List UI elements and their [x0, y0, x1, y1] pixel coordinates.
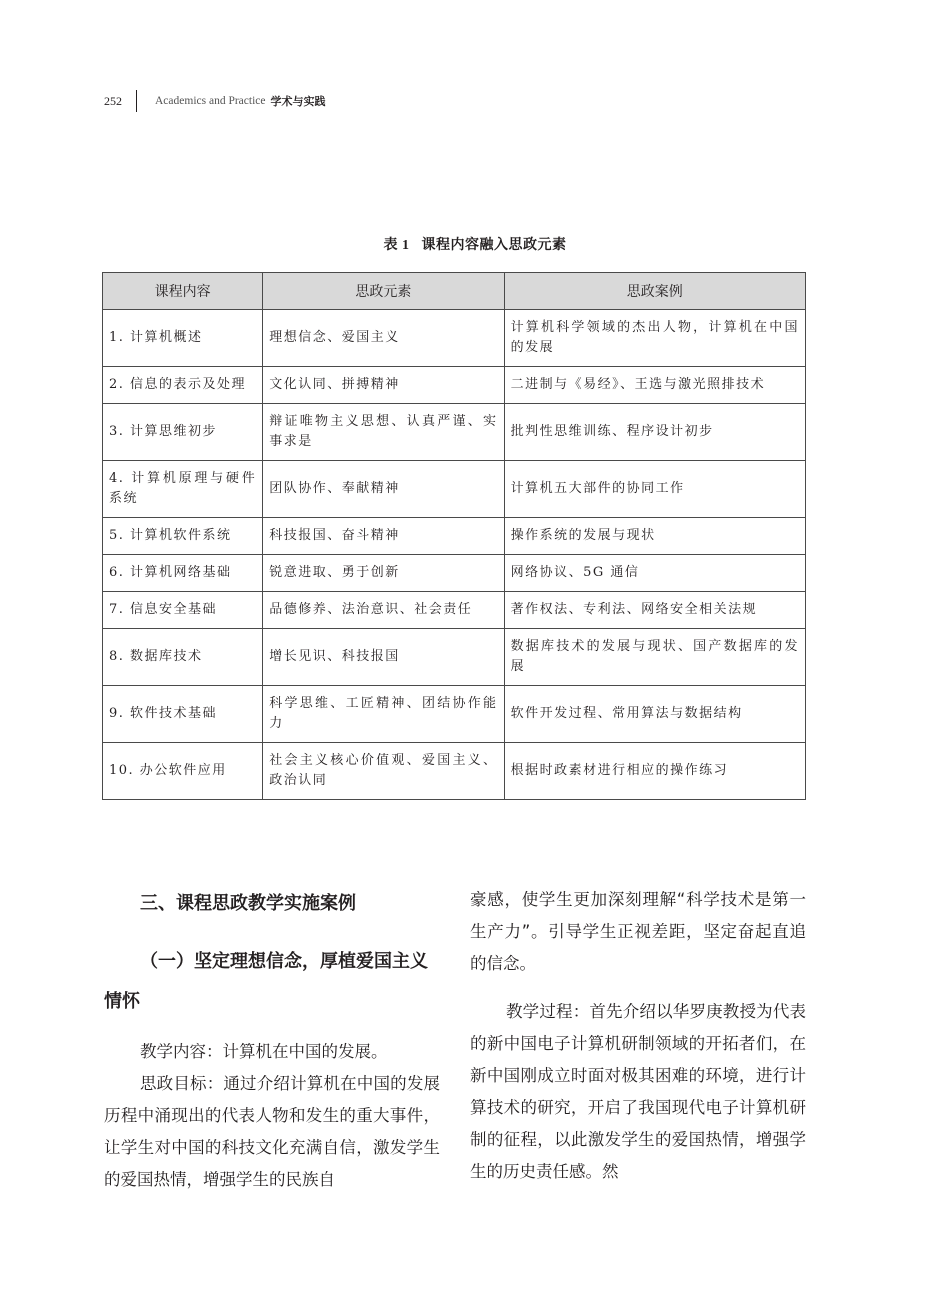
table-cell: 操作系统的发展与现状	[504, 518, 805, 555]
table-header-row	[103, 273, 806, 310]
table-caption	[0, 234, 950, 254]
table-cell: 5. 计算机软件系统	[103, 518, 263, 555]
table-cell: 社会主义核心价值观、爱国主义、政治认同	[263, 743, 504, 800]
header-divider	[136, 90, 137, 112]
table-caption-number: 表 1	[383, 238, 410, 253]
table-cell: 批判性思维训练、程序设计初步	[504, 404, 805, 461]
journal-name-en: Academics and Practice	[155, 95, 266, 107]
table-cell: 著作权法、专利法、网络安全相关法规	[504, 592, 805, 629]
table-cell: 3. 计算思维初步	[103, 404, 263, 461]
table-cell: 科学思维、工匠精神、团结协作能力	[263, 686, 504, 743]
table-caption-text: 课程内容融入思政元素	[421, 237, 567, 253]
table-cell: 网络协议、5G 通信	[504, 555, 805, 592]
left-column	[104, 880, 440, 1196]
table-cell: 软件开发过程、常用算法与数据结构	[504, 686, 805, 743]
table-cell: 文化认同、拼搏精神	[263, 367, 504, 404]
running-header	[104, 88, 325, 114]
continued-paragraph: 豪感，使学生更加深刻理解“科学技术是第一生产力”。引导学生正视差距，坚定奋起直追的信念。	[470, 890, 806, 973]
table-cell: 7. 信息安全基础	[103, 592, 263, 629]
table-cell: 计算机五大部件的协同工作	[504, 461, 805, 518]
table-cell: 数据库技术的发展与现状、国产数据库的发展	[504, 629, 805, 686]
table-row	[103, 592, 806, 629]
right-column	[470, 880, 806, 1188]
teaching-process-paragraph: 教学过程：首先介绍以华罗庚教授为代表的新中国电子计算机研制领域的开拓者们，在新中国刚成立时面对极其困难的环境，进行计算技术的研究，开启了我国现代电子计算机研制的征程，以此激发学生的爱国热情，增强学生的历史责任感。然	[470, 1002, 806, 1181]
table-cell: 理想信念、爱国主义	[263, 310, 504, 367]
page-number: 252	[104, 93, 122, 108]
table-row	[103, 461, 806, 518]
table-cell: 2. 信息的表示及处理	[103, 367, 263, 404]
journal-name-zh: 学术与实践	[270, 95, 326, 108]
table-cell: 计算机科学领域的杰出人物，计算机在中国的发展	[504, 310, 805, 367]
subsection-heading: （一）坚定理想信念，厚植爱国主义情怀	[104, 951, 428, 1012]
table-cell: 10. 办公软件应用	[103, 743, 263, 800]
table-row	[103, 404, 806, 461]
table-cell: 增长见识、科技报国	[263, 629, 504, 686]
table-row	[103, 518, 806, 555]
table-row	[103, 367, 806, 404]
table-cell: 锐意进取、勇于创新	[263, 555, 504, 592]
table-cell: 科技报国、奋斗精神	[263, 518, 504, 555]
table-cell: 辩证唯物主义思想、认真严谨、实事求是	[263, 404, 504, 461]
table-row	[103, 743, 806, 800]
table-cell: 1. 计算机概述	[103, 310, 263, 367]
table-cell: 8. 数据库技术	[103, 629, 263, 686]
table-cell: 6. 计算机网络基础	[103, 555, 263, 592]
section-heading: 三、课程思政教学实施案例	[140, 893, 356, 914]
header-course-content: 课程内容	[103, 273, 263, 310]
table-cell: 9. 软件技术基础	[103, 686, 263, 743]
course-content-table	[102, 272, 806, 800]
table-cell: 根据时政素材进行相应的操作练习	[504, 743, 805, 800]
table-row	[103, 310, 806, 367]
table-row	[103, 686, 806, 743]
teaching-content-paragraph: 教学内容：计算机在中国的发展。	[140, 1042, 388, 1061]
table-cell: 二进制与《易经》、王选与激光照排技术	[504, 367, 805, 404]
table-cell: 团队协作、奉献精神	[263, 461, 504, 518]
table-cell: 品德修养、法治意识、社会责任	[263, 592, 504, 629]
table-row	[103, 629, 806, 686]
header-ideological-elements: 思政元素	[263, 273, 504, 310]
header-ideological-cases: 思政案例	[504, 273, 805, 310]
table-row	[103, 555, 806, 592]
ideological-goal-paragraph: 思政目标：通过介绍计算机在中国的发展历程中涌现出的代表人物和发生的重大事件，让学生对中国的科技文化充满自信，激发学生的爱国热情，增强学生的民族自	[104, 1074, 440, 1189]
table-cell: 4. 计算机原理与硬件系统	[103, 461, 263, 518]
